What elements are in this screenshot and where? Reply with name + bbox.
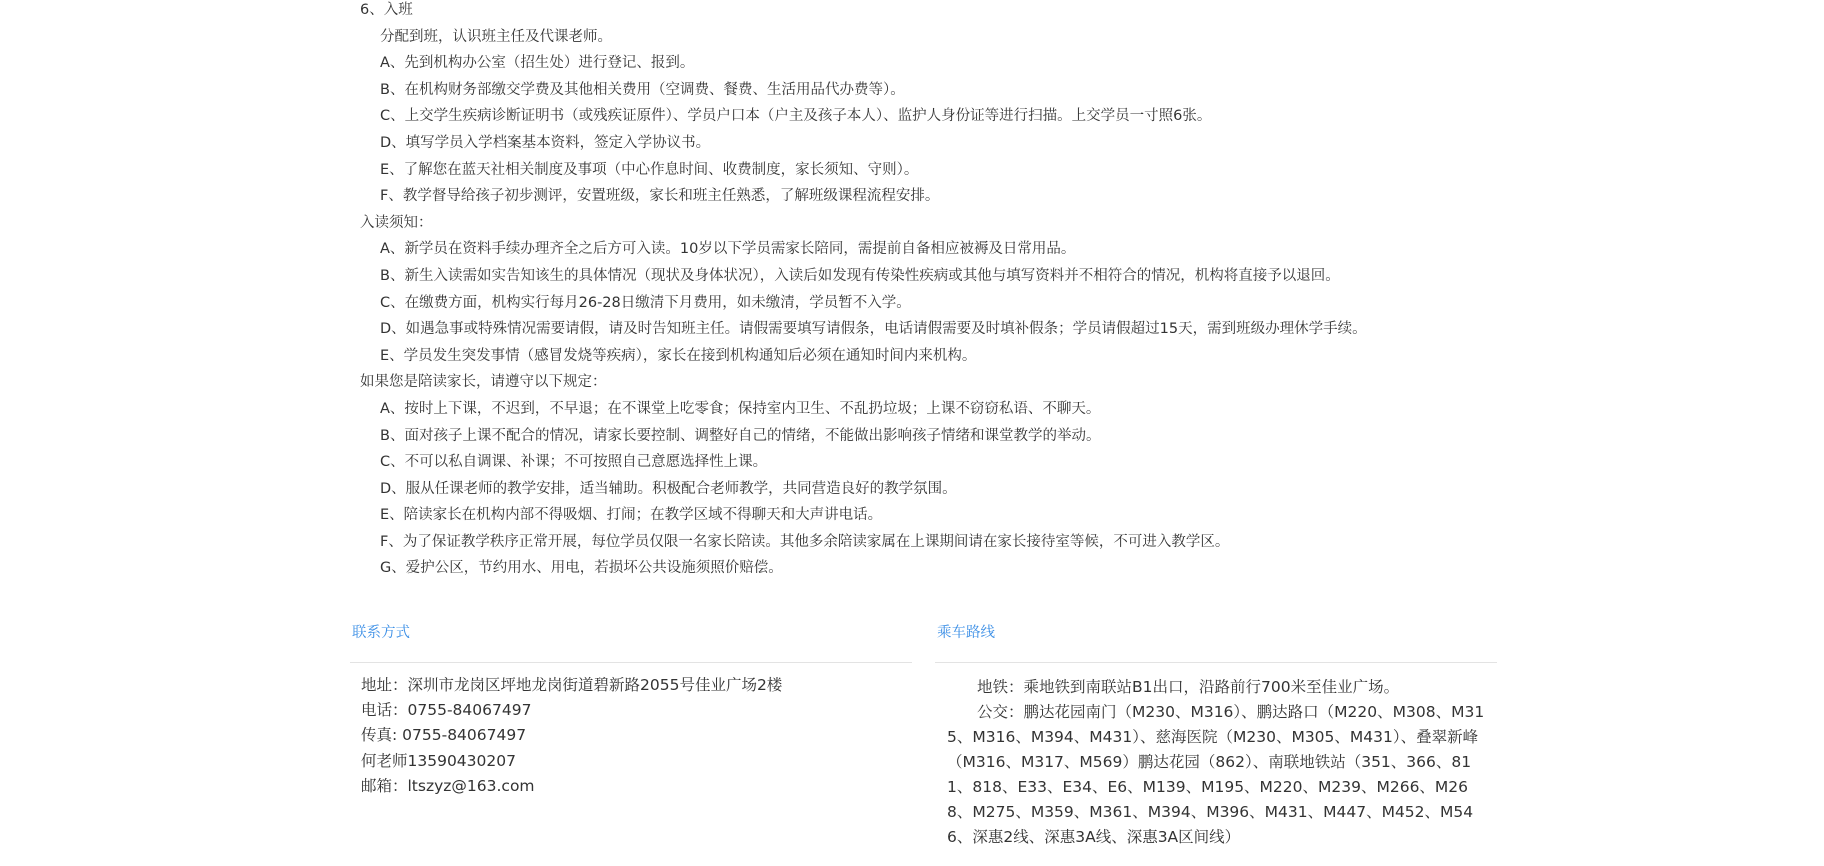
route-body xyxy=(935,675,1487,850)
enroll-step: E、了解您在蓝天社相关制度及事项（中心作息时间、收费制度，家长须知、守则）。 xyxy=(380,161,919,178)
parents-heading: 如果您是陪读家长，请遵守以下规定： xyxy=(360,374,607,391)
contact-panel xyxy=(350,622,912,801)
notice-item: B、新生入读需如实告知该生的具体情况（现状及身体状况），入读后如发现有传染性疾病或其他与填写资料并不相符合的情况，机构将直接予以退回。 xyxy=(380,267,1340,284)
route-panel xyxy=(935,622,1497,850)
route-bus: 公交：鹏达花园南门（M230、M316）、鹏达路口（M220、M308、M315、M316、M394、M431）、慈海医院（M230、M305、M431）、叠翠新峰（M316、M317、M569）鹏达花园（862）、南联地铁站（351、366、811、818、E33、E34、E6、M139、M195、M220、M239、M266、M268、M275、M359、M361、M394、M396、M431、M447、M452、M546、深惠2线、深惠3A线、深惠3A区间线） xyxy=(947,703,1485,846)
contact-list xyxy=(350,675,912,801)
contact-address: 地址：深圳市龙岗区坪地龙岗街道碧新路2055号佳业广场2楼 xyxy=(361,676,783,694)
contact-title: 联系方式 xyxy=(352,625,410,641)
enrollment-section xyxy=(360,0,1500,585)
parent-rule: C、不可以私自调课、补课；不可按照自己意愿选择性上课。 xyxy=(380,454,768,471)
enroll-step: F、教学督导给孩子初步测评，安置班级，家长和班主任熟悉，了解班级课程流程安排。 xyxy=(380,188,940,205)
route-divider xyxy=(935,662,1497,663)
notice-item: A、新学员在资料手续办理齐全之后方可入读。10岁以下学员需家长陪同，需提前自备相应被褥及日常用品。 xyxy=(380,241,1076,258)
parent-rule: E、陪读家长在机构内部不得吸烟、打闹；在教学区域不得聊天和大声讲电话。 xyxy=(380,507,883,524)
route-title: 乘车路线 xyxy=(937,625,995,641)
enroll-step: A、先到机构办公室（招生处）进行登记、报到。 xyxy=(380,55,695,72)
notice-item: D、如遇急事或特殊情况需要请假，请及时告知班主任。请假需要填写请假条，电话请假需要及时填补假条；学员请假超过15天，需到班级办理休学手续。 xyxy=(380,321,1367,338)
contact-fax: 传真: 0755-84067497 xyxy=(361,726,527,745)
contact-divider xyxy=(350,662,912,663)
parent-rule: F、为了保证教学秩序正常开展，每位学员仅限一名家长陪读。其他多余陪读家属在上课期间请在家长接待室等候，不可进入教学区。 xyxy=(380,533,1230,550)
enroll-intro: 分配到班，认识班主任及代课老师。 xyxy=(380,28,612,45)
parent-rule: D、服从任课老师的教学安排，适当辅助。积极配合老师教学，共同营造良好的教学氛围。 xyxy=(380,480,957,497)
enroll-step: B、在机构财务部缴交学费及其他相关费用（空调费、餐费、生活用品代办费等）。 xyxy=(380,81,905,98)
notice-item: C、在缴费方面，机构实行每月26-28日缴清下月费用，如未缴清，学员暂不入学。 xyxy=(380,294,911,311)
notice-item: E、学员发生突发事情（感冒发烧等疾病），家长在接到机构通知后必须在通知时间内来机构。 xyxy=(380,347,977,364)
enroll-step: C、上交学生疾病诊断证明书（或残疾证原件）、学员户口本（户主及孩子本人）、监护人身份证等进行扫描。上交学员一寸照6张。 xyxy=(380,108,1212,125)
parent-rule: G、爱护公区，节约用水、用电，若损坏公共设施须照价赔偿。 xyxy=(380,560,783,577)
route-subway: 地铁：乘地铁到南联站B1出口，沿路前行700米至佳业广场。 xyxy=(977,678,1400,696)
contact-phone: 电话：0755-84067497 xyxy=(361,701,532,720)
enroll-step: D、填写学员入学档案基本资料，签定入学协议书。 xyxy=(380,134,711,151)
notice-heading: 入读须知： xyxy=(360,214,433,231)
parent-rule: A、按时上下课，不迟到，不早退；在不课堂上吃零食；保持室内卫生、不乱扔垃圾；上课不窃窃私语、不聊天。 xyxy=(380,400,1101,417)
parent-rule: B、面对孩子上课不配合的情况，请家长要控制、调整好自己的情绪，不能做出影响孩子情绪和课堂教学的举动。 xyxy=(380,427,1101,444)
enroll-heading: 6、入班 xyxy=(360,2,413,18)
contact-teacher: 何老师13590430207 xyxy=(361,751,516,770)
contact-email: 邮箱：ltszyz@163.com xyxy=(361,776,535,795)
